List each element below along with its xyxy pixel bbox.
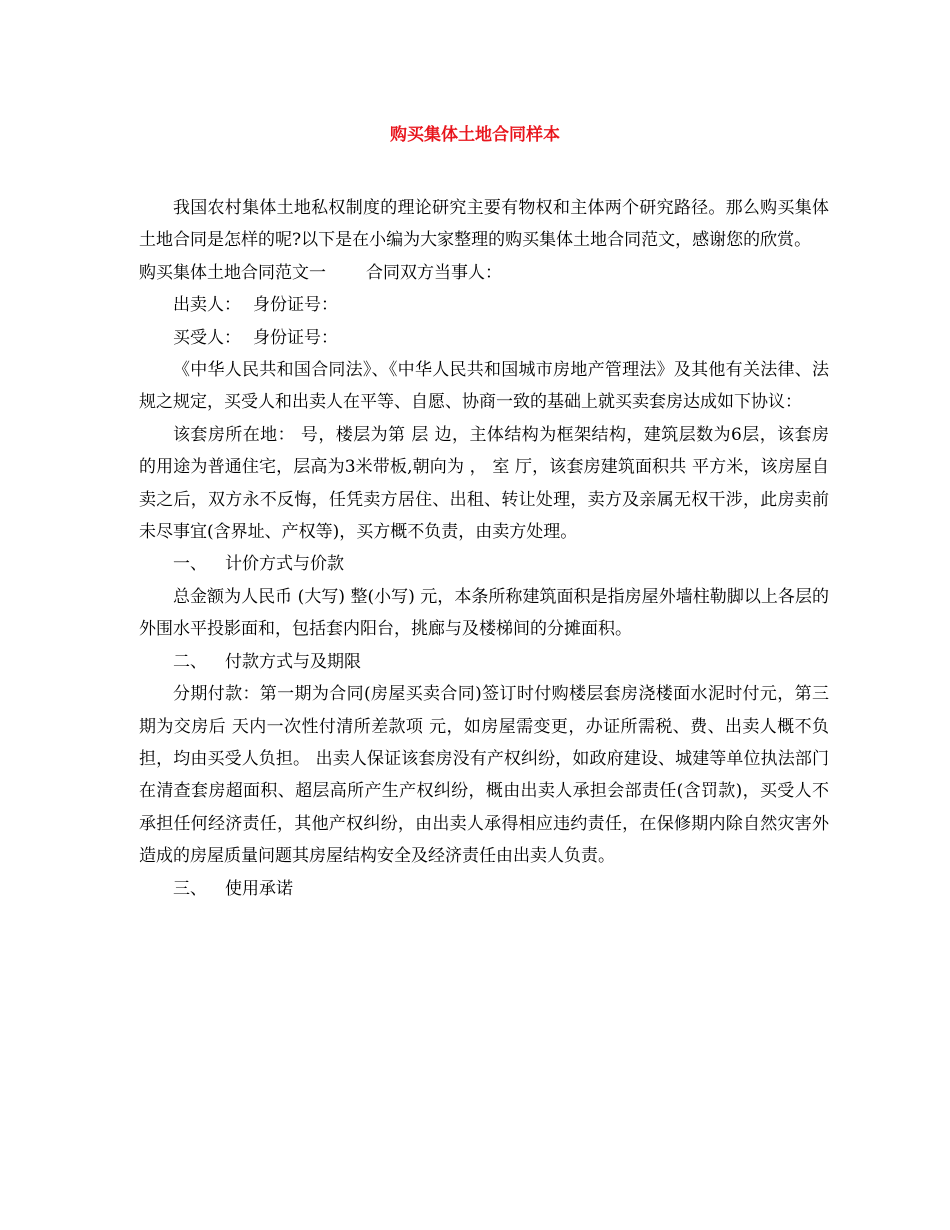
section-paragraph-1: 总金额为人民币 (大写) 整(小写) 元，本条所称建筑面积是指房屋外墙柱勒脚以上各层的外围水平投影面和，包括套内阳台，挑廊与及楼梯间的分摊面积。 xyxy=(139,586,829,640)
section-number-2: 二、 xyxy=(173,651,207,672)
sample-label: 购买集体土地合同范文一 xyxy=(139,262,326,283)
section-heading-3 xyxy=(139,873,829,905)
section-title-3: 使用承诺 xyxy=(225,878,293,899)
seller-id-label: 身份证号： xyxy=(253,295,338,316)
property-paragraph: 该套房所在地： 号，楼层为第 层 边，主体结构为框架结构，建筑层数为6层，该套房的用途为普通住宅，层高为3米带板,朝向为 ， 室 厅，该套房建筑面积共 平方米，该房屋自卖之后，双方永不反悔，任凭卖方居住、出租、转让处理，卖方及亲属无权干涉，此房卖前未尽事宜(含界址、产权等)，买方概不负责，由卖方处理。 xyxy=(139,424,829,543)
section-number-1: 一、 xyxy=(173,554,207,575)
section-heading-1 xyxy=(139,548,829,580)
section-number-3: 三、 xyxy=(173,878,207,899)
buyer-id-label: 身份证号： xyxy=(253,327,338,348)
sample-line xyxy=(139,257,829,289)
document-title: 购买集体土地合同样本 xyxy=(390,125,560,145)
parties-label: 合同双方当事人： xyxy=(366,262,502,283)
section-paragraph-2: 分期付款：第一期为合同(房屋买卖合同)签订时付购楼层套房浇楼面水泥时付元，第三期为交房后 天内一次性付清所差款项 元，如房屋需变更，办证所需税、费、出卖人概不负担，均由买受人负担。 出卖人保证该套房没有产权纠纷，如政府建设、城建等单位执法部门在清查套房超面积、超层高所产生产权纠纷，概由出卖人承担会部责任(含罚款)，买受人不承担任何经济责任，其他产权纠纷，由出卖人承得相应违约责任，在保修期内除自然灾害外造成的房屋质量问题其房屋结构安全及经济责任由出卖人负责。 xyxy=(139,684,829,867)
seller-label: 出卖人： xyxy=(173,295,241,316)
buyer-line xyxy=(139,322,829,354)
section-title-2: 付款方式与及期限 xyxy=(225,651,361,672)
intro-paragraph: 我国农村集体土地私权制度的理论研究主要有物权和主体两个研究路径。那么购买集体土地合同是怎样的呢?以下是在小编为大家整理的购买集体土地合同范文，感谢您的欣赏。 xyxy=(139,198,829,251)
section-title-1: 计价方式与价款 xyxy=(225,554,344,575)
basis-paragraph: 《中华人民共和国合同法》、《中华人民共和国城市房地产管理法》及其他有关法律、法规之规定，买受人和出卖人在平等、自愿、协商一致的基础上就买卖套房达成如下协议： xyxy=(139,360,829,413)
document-body xyxy=(139,192,829,905)
seller-line xyxy=(139,289,829,321)
buyer-label: 买受人： xyxy=(173,327,241,348)
section-heading-2 xyxy=(139,646,829,678)
